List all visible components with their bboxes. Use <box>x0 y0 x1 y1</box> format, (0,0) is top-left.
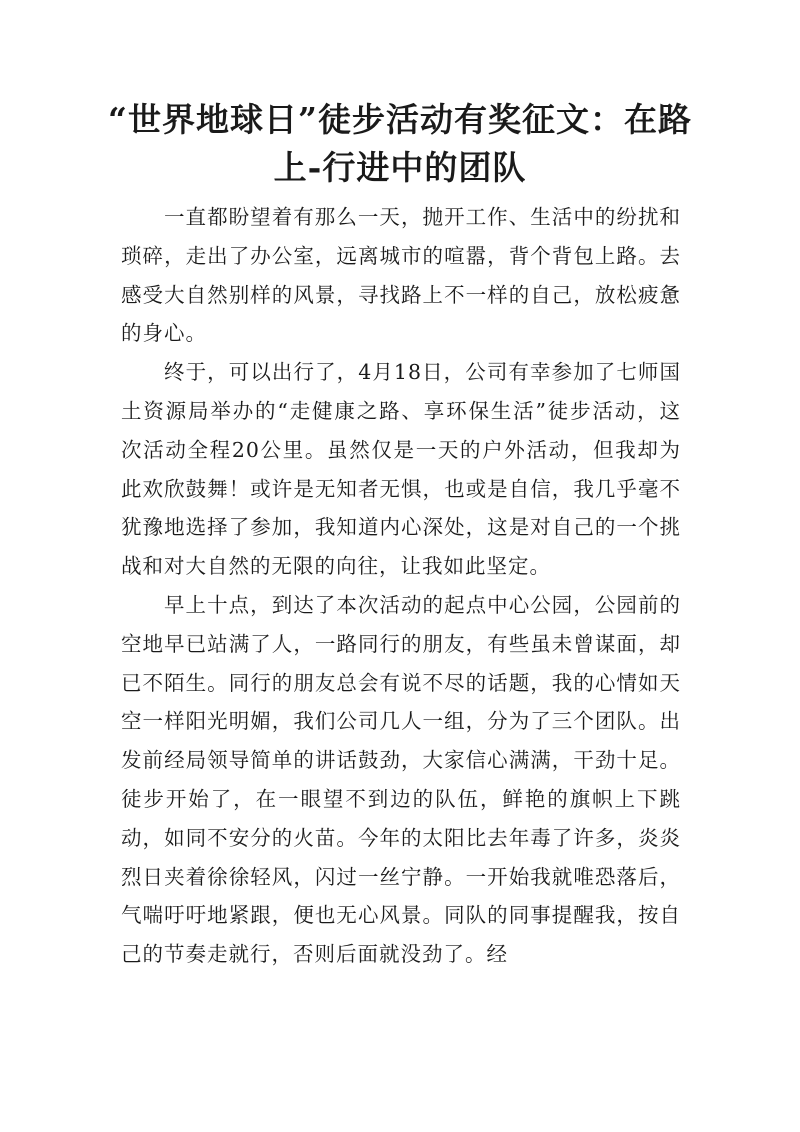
paragraph-3: 早上十点，到达了本次活动的起点中心公园，公园前的空地早已站满了人，一路同行的朋友，有些虽未曾谋面，却已不陌生。同行的朋友总会有说不尽的话题，我的心情如天空一样阳光明媚，我们公司几人一组，分为了三个团队。出发前经局领导简单的讲话鼓劲，大家信心满满，干劲十足。徒步开始了，在一眼望不到边的队伍，鲜艳的旗帜上下跳动，如同不安分的火苗。今年的太阳比去年毒了许多，炎炎烈日夹着徐徐轻风，闪过一丝宁静。一开始我就唯恐落后，气喘吁吁地紧跟，便也无心风景。同队的同事提醒我，按自己的节奏走就行，否则后面就没劲了。经 <box>121 592 681 967</box>
document-body <box>121 198 681 974</box>
document-title: “世界地球日”徒步活动有奖征文：在路上-行进中的团队 <box>108 100 692 187</box>
paragraph-2: 终于，可以出行了，4月18日，公司有幸参加了七师国土资源局举办的“走健康之路、享环保生活”徒步活动，这次活动全程20公里。虽然仅是一天的户外活动，但我却为此欢欣鼓舞！或许是无知者无惧，也或是自信，我几乎毫不犹豫地选择了参加，我知道内心深处，这是对自己的一个挑战和对大自然的无限的向往，让我如此坚定。 <box>121 360 681 579</box>
paragraph-1: 一直都盼望着有那么一天，抛开工作、生活中的纷扰和琐碎，走出了办公室，远离城市的喧嚣，背个背包上路。去感受大自然别样的风景，寻找路上不一样的自己，放松疲惫的身心。 <box>121 205 681 346</box>
